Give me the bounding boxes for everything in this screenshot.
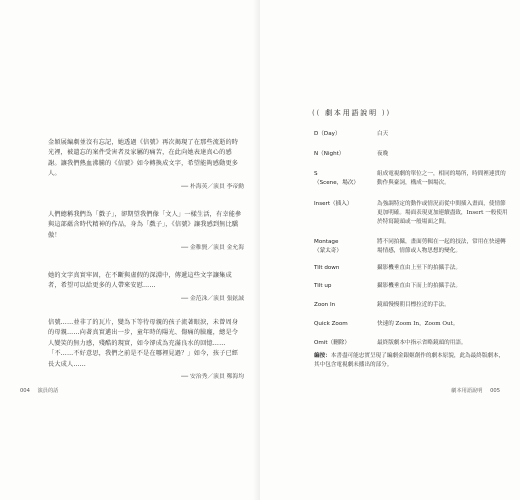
quote-attribution: ── 朴海英／演員 李帝勳	[181, 183, 244, 190]
bracket-ornament-right: ))	[377, 109, 391, 117]
editor-note-label: 編按：	[314, 353, 331, 359]
editor-note-text: 本書盡可能忠實呈現了編劇金銀姬創作的劇本原貌，此為最終版劇本，其中包含電視劇未播出的部分。	[314, 353, 505, 369]
glossary-definition: 鏡頭慢慢朝目標拉近的手法。	[377, 302, 450, 308]
glossary-definition: 攝影機垂直由上至下的拍攝手法。	[377, 265, 461, 271]
glossary-definition: 最終版劇本中指示省略鏡頭的用語。	[377, 340, 467, 346]
glossary-definition: 快速的 Zoom In，Zoom Out。	[377, 321, 459, 327]
right-page	[260, 0, 520, 500]
glossary-definition: 組成電視劇的單位之一，相同的場所，時間裡連貫的動作與臺詞，構成一個場次。	[377, 171, 506, 187]
running-title: 演員的話	[37, 388, 59, 394]
quote-attribution: ── 金范洙／演員 張鉉誠	[181, 295, 244, 302]
quote-text: 金穎展編劇並沒有忘記，她透過《信號》再次揭現了在那些流逝的時光裡，被遺忘的案件受害者及家屬的痛苦，在此向她表達真心的感謝。讓我們熱血沸騰的《信號》如今轉換成文字，希望能夠感動更多人。	[48, 139, 239, 178]
glossary-definition: 夜晚	[377, 151, 389, 157]
glossary-term: Insert（插入）	[314, 201, 353, 207]
glossary-term: Tilt down	[314, 265, 340, 271]
section-title-text: 劇本用語說明	[325, 109, 378, 117]
glossary-term: Tilt up	[314, 283, 332, 289]
glossary-term: Montage （蒙太奇）	[314, 239, 342, 254]
glossary-term: Omit（刪除）	[314, 340, 350, 346]
quote-text: 信號……並非了的瓦片，變為下等待母親的孩子流著眼淚，未曾周身的母親……向著真實邁出一步，童年時的陽光、傷痛的臉龐，總是令人變笑的無力感，殘酷的現實，如今卻成為充滿良水的回憶……「不……不好意思，我們之前是不是在哪裡見過？」如今，孩子已經長大成人……	[48, 319, 239, 368]
glossary-term: Quick Zoom	[314, 321, 348, 327]
quote-attribution: ── 安治秀／演員 鄭海均	[181, 374, 244, 381]
bracket-ornament-left: ((	[312, 109, 326, 117]
glossary-definition: 將不同拍攝，畫面剪輯在一起的技法，常用在快速轉場情感，情節或人物思想的變化。	[377, 239, 506, 255]
quote-block	[48, 318, 244, 382]
glossary-term: N（Night）	[314, 151, 345, 157]
glossary-definition: 攝影機垂直由下而上的拍攝手法。	[377, 283, 461, 289]
glossary-term: Zoon In	[314, 302, 336, 308]
quote-attribution: ── 金稚賢／演員 金允海	[181, 245, 244, 252]
glossary-term: D（Day）	[314, 131, 341, 137]
page-footer	[20, 387, 58, 394]
page-number: 005	[490, 388, 500, 394]
editor-note	[314, 352, 508, 371]
quote-text: 人們總稱我們為「戲子」，卻期望我們像「文人」一樣生活，有幸能參與這部蘊含時代精神的作品，身為「戲子」，《信號》讓我感到無比驕傲！	[48, 211, 242, 239]
page-footer	[451, 387, 500, 394]
quote-block	[48, 210, 244, 253]
glossary-definition: 為強調特定的動作或情況而從中間插入畫面，使情節更加明確。場面表現更加連續盡致，Insert 一般使用於特寫鏡頭或一般場面之間。	[377, 201, 508, 226]
running-title: 劇本用語說明	[451, 388, 483, 394]
quote-text: 她的文字真實牢固，在不斷與虛假的深淵中，傳遞這些文字讓集成者，希望可以給更多的人帶來安慰……	[48, 272, 232, 290]
quote-block	[48, 138, 244, 192]
quote-block	[48, 271, 244, 304]
section-title	[312, 108, 391, 118]
glossary-term: S （Scene，場次）	[314, 171, 360, 186]
page-number: 004	[20, 388, 30, 394]
glossary-definition: 白天	[377, 131, 389, 137]
